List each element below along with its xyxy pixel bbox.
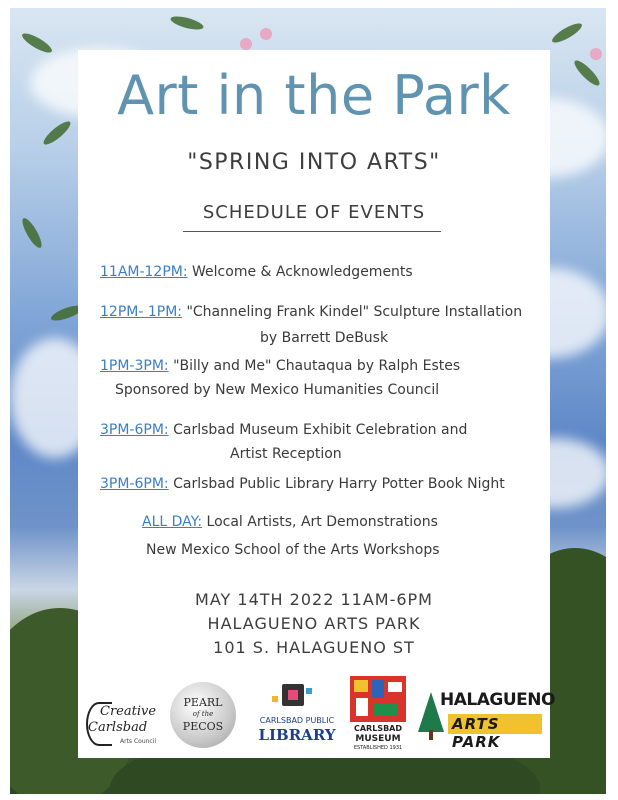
event-venue: HALAGUENO ARTS PARK [207, 614, 421, 633]
event-description: "Billy and Me" Chautaqua by Ralph Estes [173, 358, 461, 374]
event-title: Art in the Park [117, 64, 511, 127]
event-description-cont: Artist Reception [230, 446, 342, 462]
event-item [100, 302, 522, 322]
event-description-cont: by Barrett DeBusk [260, 330, 389, 346]
pearl-of-the-pecos-logo: PEARL of the PECOS [170, 682, 236, 748]
event-time: ALL DAY: [142, 514, 203, 530]
flyer-panel [78, 50, 555, 758]
event-description-cont: New Mexico School of the Arts Workshops [146, 542, 440, 558]
carlsbad-public-library-logo: CARLSBAD PUBLIC LIBRARY [252, 682, 342, 752]
schedule-heading: SCHEDULE OF EVENTS [202, 202, 426, 223]
event-item [142, 512, 438, 532]
event-description: Carlsbad Museum Exhibit Celebration and [173, 422, 468, 438]
event-description-cont: Sponsored by New Mexico Humanities Council [115, 382, 440, 398]
event-time: 12PM- 1PM: [100, 304, 182, 320]
event-time: 1PM-3PM: [100, 358, 169, 374]
event-item [100, 474, 505, 494]
event-item [100, 262, 413, 282]
halagueno-arts-park-logo: HALAGUENO ARTS PARK [418, 684, 546, 750]
event-time: 11AM-12PM: [100, 264, 188, 280]
event-description: Carlsbad Public Library Harry Potter Book Night [173, 476, 505, 492]
event-time: 3PM-6PM: [100, 422, 169, 438]
event-description: Welcome & Acknowledgements [192, 264, 413, 280]
event-description: "Channeling Frank Kindel" Sculpture Installation [186, 304, 523, 320]
event-item [100, 420, 467, 440]
event-item [100, 356, 460, 376]
heading-divider [183, 231, 441, 232]
event-time: 3PM-6PM: [100, 476, 169, 492]
event-date: MAY 14TH 2022 11AM-6PM [195, 590, 433, 609]
creative-carlsbad-logo: Creative Carlsbad Arts Council [88, 704, 157, 745]
event-address: 101 S. HALAGUENO ST [213, 638, 415, 657]
event-subtitle: "SPRING INTO ARTS" [187, 150, 441, 175]
carlsbad-museum-logo: CARLSBAD MUSEUM ESTABLISHED 1931 [350, 676, 406, 754]
event-description: Local Artists, Art Demonstrations [206, 514, 438, 530]
